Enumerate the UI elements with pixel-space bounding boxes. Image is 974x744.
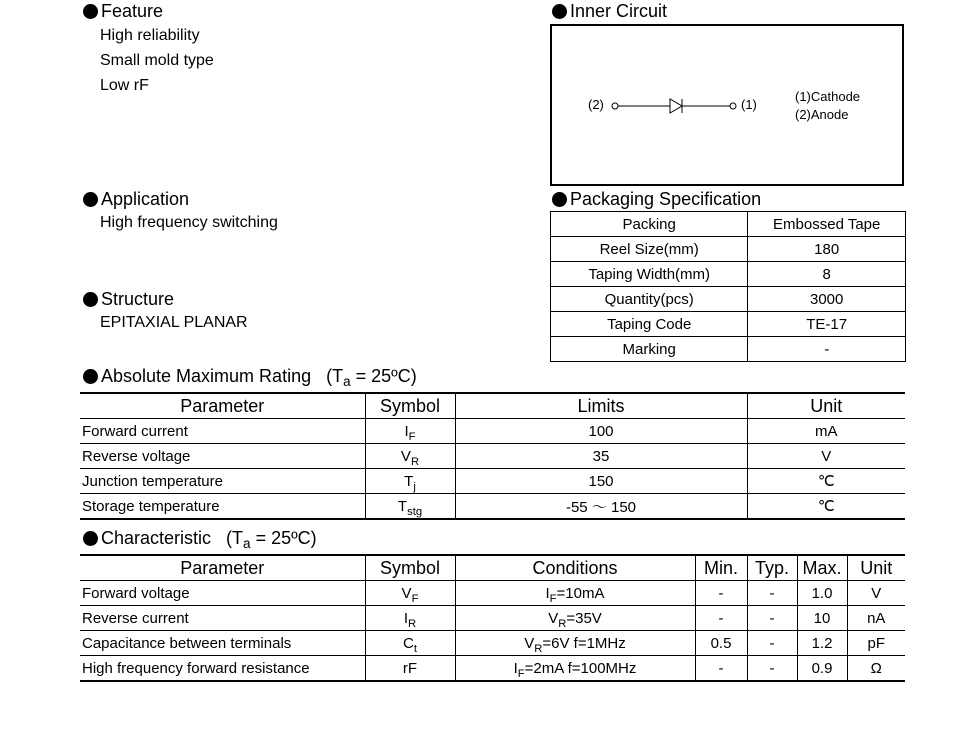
abs-max-condition: ($T_a$ = 25ºC) xyxy=(326,366,417,389)
limit-cell: 35 xyxy=(455,444,747,469)
packaging-label-cell: Marking xyxy=(551,337,748,362)
parameter-cell: Forward voltage xyxy=(80,581,365,606)
unit-cell: mA xyxy=(747,419,905,444)
limit-cell: 100 xyxy=(455,419,747,444)
table-row xyxy=(80,469,905,494)
symbol-cell: $T_j$ xyxy=(365,469,455,494)
table-row xyxy=(80,656,905,682)
abs-max-heading: Absolute Maximum Rating ($T_a$ = 25ºC) xyxy=(83,366,417,387)
packaging-value-cell: TE-17 xyxy=(748,312,906,337)
min-cell: 0.5 xyxy=(695,631,747,656)
typ-cell: - xyxy=(747,656,797,682)
parameter-cell: Junction temperature xyxy=(80,469,365,494)
bullet-icon xyxy=(552,4,567,19)
max-cell: 0.9 xyxy=(797,656,847,682)
symbol-cell: $I_R$ xyxy=(365,606,455,631)
packaging-label-cell: Reel Size(mm) xyxy=(551,237,748,262)
application-heading: Application xyxy=(83,189,189,210)
anode-pin-label: (2) xyxy=(588,97,604,112)
parameter-cell: Capacitance between terminals xyxy=(80,631,365,656)
inner-circuit-heading: Inner Circuit xyxy=(552,1,667,22)
packaging-label-cell: Taping Width(mm) xyxy=(551,262,748,287)
column-header: Parameter xyxy=(80,555,365,581)
packaging-label-cell: Taping Code xyxy=(551,312,748,337)
conditions-cell: $I_F=10mA$ xyxy=(455,581,695,606)
packaging-value-cell: 3000 xyxy=(748,287,906,312)
unit-cell: ℃ xyxy=(747,469,905,494)
max-cell: 10 xyxy=(797,606,847,631)
bullet-icon xyxy=(83,369,98,384)
abs-max-table xyxy=(80,392,905,520)
column-header: Symbol xyxy=(365,555,455,581)
characteristic-table xyxy=(80,554,905,682)
column-header: Symbol xyxy=(365,393,455,419)
structure-item: EPITAXIAL PLANAR xyxy=(100,314,248,331)
column-header: Min. xyxy=(695,555,747,581)
symbol-cell: $C_t$ xyxy=(365,631,455,656)
characteristic-heading: Characteristic ($T_a$ = 25ºC) xyxy=(83,528,317,549)
parameter-cell: Reverse voltage xyxy=(80,444,365,469)
parameter-cell: Storage temperature xyxy=(80,494,365,520)
inner-circuit-box xyxy=(550,24,904,186)
unit-cell: Ω xyxy=(847,656,905,682)
min-cell: - xyxy=(695,581,747,606)
table-row xyxy=(80,419,905,444)
unit-cell: V xyxy=(747,444,905,469)
packaging-table xyxy=(550,211,906,362)
typ-cell: - xyxy=(747,581,797,606)
feature-heading: Feature xyxy=(83,1,163,22)
packaging-label-cell: Quantity(pcs) xyxy=(551,287,748,312)
table-row xyxy=(80,444,905,469)
bullet-icon xyxy=(83,531,98,546)
min-cell: - xyxy=(695,656,747,682)
parameter-cell: Reverse current xyxy=(80,606,365,631)
packaging-value-cell: Embossed Tape xyxy=(748,212,906,237)
structure-heading: Structure xyxy=(83,289,174,310)
table-row xyxy=(551,312,906,337)
conditions-cell: $V_R=35V$ xyxy=(455,606,695,631)
pin-legend-cathode: (1)Cathode xyxy=(795,89,861,104)
typ-cell: - xyxy=(747,631,797,656)
packaging-value-cell: 8 xyxy=(748,262,906,287)
table-row xyxy=(551,262,906,287)
max-cell: 1.0 xyxy=(797,581,847,606)
cathode-pin-label: (1) xyxy=(741,97,757,112)
feature-item: High reliability xyxy=(100,27,200,44)
column-header: Max. xyxy=(797,555,847,581)
unit-cell: V xyxy=(847,581,905,606)
column-header: Unit xyxy=(847,555,905,581)
packaging-value-cell: - xyxy=(748,337,906,362)
bullet-icon xyxy=(83,192,98,207)
min-cell: - xyxy=(695,606,747,631)
table-row xyxy=(551,212,906,237)
limit-cell: 150 xyxy=(455,469,747,494)
symbol-cell: $I_F$ xyxy=(365,419,455,444)
column-header: Limits xyxy=(455,393,747,419)
table-row xyxy=(551,237,906,262)
bullet-icon xyxy=(83,292,98,307)
characteristic-condition: ($T_a$ = 25ºC) xyxy=(226,528,317,551)
unit-cell: pF xyxy=(847,631,905,656)
symbol-cell: rF xyxy=(365,656,455,682)
conditions-cell: $V_R=6V$ f=1MHz xyxy=(455,631,695,656)
packaging-label-cell: Packing xyxy=(551,212,748,237)
symbol-cell: $T_{stg}$ xyxy=(365,494,455,520)
column-header: Parameter xyxy=(80,393,365,419)
pin-legend-anode: (2)Anode xyxy=(795,107,849,122)
parameter-cell: Forward current xyxy=(80,419,365,444)
symbol-cell: $V_R$ xyxy=(365,444,455,469)
typ-cell: - xyxy=(747,606,797,631)
application-item: High frequency switching xyxy=(100,214,278,231)
table-row xyxy=(80,581,905,606)
table-row xyxy=(80,494,905,520)
diode-symbol-icon xyxy=(610,94,740,118)
feature-item: Low rF xyxy=(100,77,149,94)
column-header: Unit xyxy=(747,393,905,419)
conditions-cell: $I_F=2mA$ f=100MHz xyxy=(455,656,695,682)
table-row xyxy=(551,287,906,312)
table-row xyxy=(80,631,905,656)
column-header: Conditions xyxy=(455,555,695,581)
feature-item: Small mold type xyxy=(100,52,214,69)
table-row xyxy=(80,606,905,631)
packaging-value-cell: 180 xyxy=(748,237,906,262)
unit-cell: ℃ xyxy=(747,494,905,520)
table-row xyxy=(551,337,906,362)
packaging-heading: Packaging Specification xyxy=(552,189,761,210)
symbol-cell: $V_F$ xyxy=(365,581,455,606)
unit-cell: nA xyxy=(847,606,905,631)
limit-cell: -55 ～ 150 xyxy=(455,494,747,520)
column-header: Typ. xyxy=(747,555,797,581)
bullet-icon xyxy=(83,4,98,19)
parameter-cell: High frequency forward resistance xyxy=(80,656,365,682)
bullet-icon xyxy=(552,192,567,207)
max-cell: 1.2 xyxy=(797,631,847,656)
